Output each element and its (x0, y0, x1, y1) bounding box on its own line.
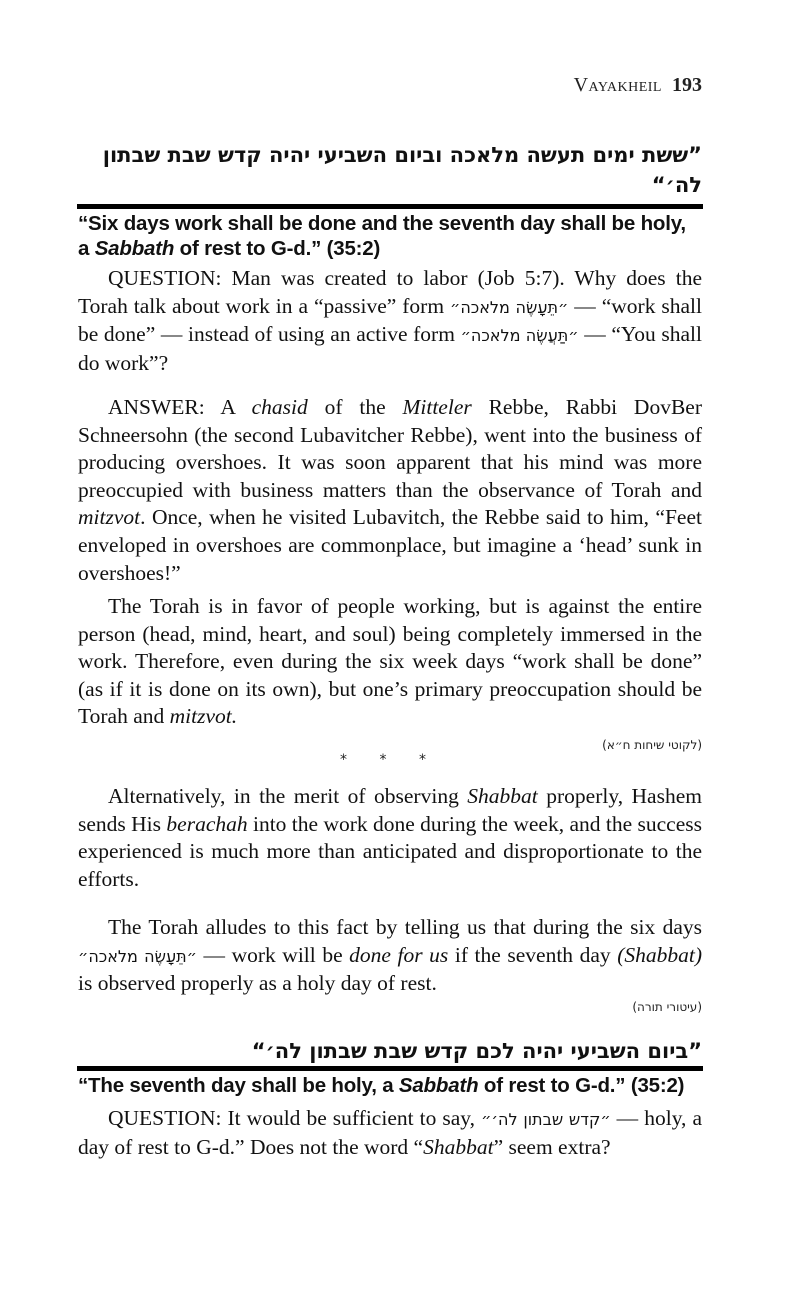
italic-term: Shabbat (467, 784, 538, 808)
explanation-paragraph (78, 593, 702, 731)
text: — “You shall do work”? (78, 322, 702, 375)
text: Alternatively, in the merit of observing (108, 784, 468, 808)
text: Rebbe, Rabbi DovBer Schneersohn (the second Lubavitcher Rebbe), went into the business of producing overshoes. It was soon apparent that his mind was more preoccupied with business matters than the observance of Torah and (78, 395, 702, 502)
section-separator: * * * (340, 752, 440, 768)
italic-term: chasid (251, 395, 308, 419)
source-citation-1: (לקוטי שיחות ח״א) (602, 738, 702, 752)
text: The Torah alludes to this fact by telling us that during the six days (108, 915, 702, 939)
alternative-paragraph (78, 783, 702, 893)
page-number: 193 (672, 74, 702, 96)
running-head-title: Vayakheil (573, 74, 662, 96)
text: QUESTION: Man was created to labor (Job 5:7). Why does the Torah talk about work in a “passive” form (78, 266, 702, 318)
text: — work will be (196, 942, 350, 967)
english-verse-heading-1 (78, 211, 702, 261)
source-citation-2: (עיטורי תורה) (632, 1000, 702, 1014)
heading-italic: Sabbath (94, 237, 175, 260)
hebrew-quote: ״תֵּעָשֶׂה מלאכה״ (450, 297, 569, 317)
text: if the seventh day (448, 942, 618, 967)
hebrew-quote: ״תַּעֲשֶׂה מלאכה״ (460, 326, 579, 346)
text: ANSWER: A (108, 395, 252, 419)
question-paragraph-2 (78, 1105, 702, 1161)
heading-text: “Six days work shall be done and the seventh day shall be holy, a (78, 212, 686, 260)
answer-paragraph-1 (78, 394, 702, 587)
text: is observed properly as a holy day of rest. (78, 971, 437, 996)
hebrew-quote: ״תֵּעָשֶׂה מלאכה״ (78, 946, 197, 966)
heading-text: of rest to G-d.” (35:2) (174, 237, 381, 260)
text: properly, Hashem sends His (78, 784, 702, 836)
running-head (574, 74, 702, 97)
text: . Once, when he visited Lubavitch, the Rebbe said to him, “Feet enveloped in overshoes are commonplace, but imagine a ‘head’ sunk in overshoes!” (78, 505, 702, 585)
text: of the (307, 395, 403, 419)
italic-term: Mitteler (402, 395, 472, 419)
text: — “work shall be done” — instead of using an active form (78, 293, 702, 347)
italic-term: done for us (349, 942, 449, 967)
italic-term: Shabbat (423, 1134, 494, 1159)
hebrew-quote: ״קדש שבתון לה׳״ (481, 1110, 611, 1129)
text: QUESTION: It would be sufficient to say, (108, 1106, 482, 1130)
italic-term: berachah (166, 811, 248, 836)
italic-term: mitzvot. (169, 704, 238, 729)
text: into the work done during the week, and the success experienced is much more than anticipated and disproportionate to the efforts. (78, 811, 702, 891)
allusion-paragraph (78, 914, 702, 998)
italic-term: (Shabbat) (617, 942, 702, 967)
heading-text: of rest to G-d.” (35:2) (478, 1074, 685, 1097)
text: — holy, a day of rest to G-d.” Does not the word “ (78, 1106, 702, 1159)
question-paragraph-1 (78, 265, 702, 377)
hebrew-verse-heading-2: ”ביום השביעי יהיה לכם קדש שבת שבתון לה׳“ (251, 1039, 702, 1063)
english-verse-heading-2 (78, 1073, 702, 1098)
hebrew-verse-heading-1: ”ששת ימים תעשה מלאכה וביום השביעי יהיה קדש שבת שבתון לה׳“ (102, 143, 702, 197)
text: ” seem extra? (493, 1134, 611, 1159)
heading-rule-2 (77, 1066, 703, 1071)
text: The Torah is in favor of people working, but is against the entire person (head, mind, heart, and soul) being completely immersed in the work. Therefore, even during the six week days “work shall be done” (as if it is done on its own), but one’s primary preoccupation should be Torah and (78, 594, 702, 729)
italic-term: mitzvot (78, 505, 141, 530)
heading-text: “The seventh day shall be holy, a (78, 1074, 399, 1097)
heading-italic: Sabbath (398, 1074, 479, 1097)
heading-rule-1 (77, 204, 703, 209)
